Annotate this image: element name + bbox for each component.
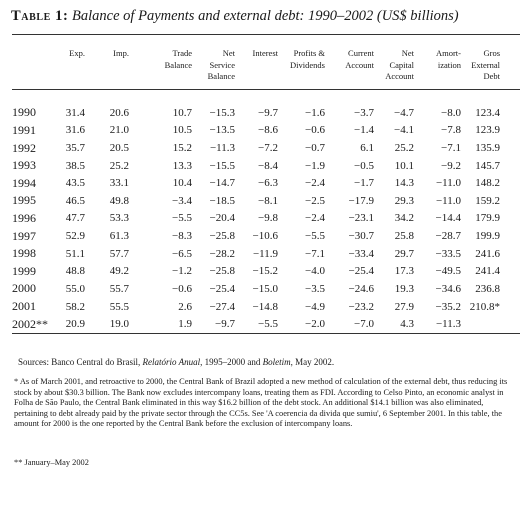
table-row [12,262,500,280]
table-cell: −0.5 [354,159,374,172]
table-cell: 123.4 [475,106,500,119]
table-cell: 25.2 [394,142,414,155]
footnote-period: ** January–May 2002 [14,458,89,467]
table-cell: −10.6 [252,230,278,243]
table-cell: −7.1 [441,142,461,155]
table-cell: 58.2 [65,300,85,313]
table-cell: 33.1 [109,177,129,190]
table-cell: 145.7 [475,159,500,172]
table-cell: −4.9 [305,300,325,313]
table-cell: −3.4 [172,194,192,207]
table-cell: −14.4 [435,212,461,225]
table-cell: −33.4 [348,247,374,260]
table-cell: −4.0 [305,265,325,278]
table-cell: −9.8 [258,212,278,225]
table-cell: 25.8 [394,230,414,243]
table-cell: 55.0 [65,282,85,295]
row-year: 2002** [12,316,48,331]
table-cell: −1.4 [354,124,374,137]
table-cell: −27.4 [209,300,235,313]
footnote-debt-method: * As of March 2001, and retroactive to 2000, the Central Bank of Brazil adopted a new method of calculation of the external debt, thus reducing its stock by about $30.3 billion. The Bank now excludes intercompany loans, treating them as FDI. According to Celso Pinto, an economic analyst in Folha de São Paulo, the Central Bank eliminated in this way $16.2 billion of the debt stock. An additional $14.1 billion was also eliminated, pertaining to debt already paid by the private sector through the CC5s. See 'A coerencia da divida que sumiu', 6 September 2001. In this table, the amount for 2000 is the one reported by the Central Bank before the exclusion of intercompany loans. [14,377,508,429]
table-cell: −23.1 [348,212,374,225]
table-cell: −35.2 [435,300,461,313]
table-cell: −1.6 [305,106,325,119]
table-cell: 55.7 [109,282,129,295]
table-cell: −25.8 [209,265,235,278]
table-cell: −1.9 [305,159,325,172]
row-year: 1994 [12,175,36,190]
table-cell: −20.4 [209,212,235,225]
table-cell: 25.2 [109,159,129,172]
table-row [12,104,500,122]
column-header-exp: Exp. [69,48,85,58]
table-row [12,227,500,245]
row-year: 2000 [12,281,36,296]
table-cell: −18.5 [209,194,235,207]
bottom-rule [12,333,520,334]
sources-publication-1: Relatório Anual [142,357,201,367]
table-cell: −6.5 [172,247,192,260]
table-cell: 20.6 [109,106,129,119]
table-cell: −8.1 [258,194,278,207]
table-cell: 51.1 [65,247,85,260]
table-cell: 17.3 [394,265,414,278]
table-cell: −5.5 [172,212,192,225]
table-cell: −13.5 [209,124,235,137]
column-header-trade-balance: Trade Balance [164,48,192,70]
table-cell: −0.6 [305,124,325,137]
row-year: 1993 [12,158,36,173]
table-cell: 159.2 [475,194,500,207]
table-cell: −9.7 [258,106,278,119]
table-cell: 10.4 [172,177,192,190]
table-cell: 10.1 [394,159,414,172]
table-cell: −11.3 [435,318,461,331]
table-cell: 123.9 [475,124,500,137]
table-cell: −15.2 [252,265,278,278]
table-cell: 13.3 [172,159,192,172]
column-header-current-account: Current Account [345,48,374,70]
table-cell: −17.9 [348,194,374,207]
table-title [11,8,459,25]
table-number: Table 1: [11,8,69,24]
table-cell: 27.9 [394,300,414,313]
table-cell: −25.4 [348,265,374,278]
table-cell: 4.3 [400,318,414,331]
column-header-net-service-balance: Net Service Balance [207,48,235,81]
table-cell: −2.4 [305,212,325,225]
column-header-profits-dividends: Profits & Dividends [290,48,325,70]
table-row [12,192,500,210]
sources-prefix: Sources: Banco Central do Brasil, [18,357,143,367]
table-cell: 15.2 [172,142,192,155]
table-cell: −1.2 [172,265,192,278]
row-year: 1996 [12,210,36,225]
table-row [12,315,500,333]
table-cell: −0.7 [305,142,325,155]
table-cell: −11.3 [209,142,235,155]
table-cell: 19.3 [394,282,414,295]
table-cell: 199.9 [475,230,500,243]
table-cell: −3.5 [305,282,325,295]
table-cell: −5.5 [258,318,278,331]
table-cell: 48.8 [65,265,85,278]
table-cell: −25.8 [209,230,235,243]
table-cell: −8.4 [258,159,278,172]
row-year: 2001 [12,299,36,313]
table-cell: 43.5 [65,177,85,190]
row-year: 1992 [12,140,36,155]
table-cell: 210.8* [469,300,500,313]
table-cell: 57.7 [109,247,129,260]
column-header-imp: Imp. [113,48,129,58]
table-cell: −14.7 [209,177,235,190]
table-row [12,298,500,316]
column-header-net-capital-account: Net Capital Account [385,48,414,81]
table-cell: −4.7 [394,106,414,119]
table-cell: 10.7 [172,106,192,119]
column-header-interest: Interest [252,48,278,58]
table-cell: 34.2 [394,212,414,225]
table-row [12,122,500,140]
table-cell: −0.6 [172,282,192,295]
table-row [12,280,500,298]
table-cell: 241.6 [475,247,500,260]
table-cell: −7.1 [305,247,325,260]
sources-mid: , 1995–2000 and [200,357,263,367]
table-cell: 38.5 [65,159,85,172]
table-cell: −49.5 [435,265,461,278]
table-row [12,139,500,157]
table-cell: −33.5 [435,247,461,260]
row-year: 1990 [12,105,36,120]
table-cell: −30.7 [348,230,374,243]
column-header-amortization: Amort- ization [435,48,461,70]
sources-publication-2: Boletim [262,357,291,367]
row-year: 1995 [12,193,36,208]
table-cell [461,315,500,333]
table-cell: 14.3 [394,177,414,190]
table-cell: −15.3 [209,106,235,119]
table-cell: 35.7 [65,142,85,155]
table-cell: −5.5 [305,230,325,243]
table-cell: −4.1 [394,124,414,137]
top-rule [12,34,520,35]
table-cell: 135.9 [475,142,500,155]
table-cell: −2.4 [305,177,325,190]
table-cell: 53.3 [109,212,129,225]
table-cell: 236.8 [475,282,500,295]
table-cell: −8.0 [441,106,461,119]
table-cell: −34.6 [435,282,461,295]
table-cell: 20.9 [65,318,85,331]
table-cell: −8.6 [258,124,278,137]
table-row [12,245,500,263]
table-cell: −11.0 [435,177,461,190]
row-year: 1997 [12,228,36,243]
table-body [12,104,500,333]
table-caption: Balance of Payments and external debt: 1990–2002 (US$ billions) [72,8,459,24]
table-cell: 19.0 [109,318,129,331]
row-year: 1999 [12,263,36,278]
table-cell: −11.9 [252,247,278,260]
table-row [12,157,500,175]
table-cell: −23.2 [348,300,374,313]
table-cell: 29.7 [394,247,414,260]
table-cell: −9.2 [441,159,461,172]
table-cell: −1.7 [354,177,374,190]
table-cell: −11.0 [435,194,461,207]
table-cell: 6.1 [360,142,374,155]
table-cell: 55.5 [109,300,129,313]
table-cell: 241.4 [475,265,500,278]
table-cell: 49.8 [109,194,129,207]
table-cell: 148.2 [475,177,500,190]
header-rule [12,89,520,90]
table-cell: 20.5 [109,142,129,155]
table-row [12,174,500,192]
row-year: 1998 [12,246,36,261]
table-cell: 29.3 [394,194,414,207]
table-cell: −2.5 [305,194,325,207]
balance-of-payments-table [12,104,500,333]
table-cell: −15.5 [209,159,235,172]
table-cell: 21.0 [109,124,129,137]
table-cell: 52.9 [65,230,85,243]
table-cell: −8.3 [172,230,192,243]
table-cell: −28.7 [435,230,461,243]
table-cell: 10.5 [172,124,192,137]
table-cell: −7.2 [258,142,278,155]
table-cell: −7.8 [441,124,461,137]
table-cell: −9.7 [215,318,235,331]
table-cell: 179.9 [475,212,500,225]
row-year: 1991 [12,122,36,137]
table-cell: 49.2 [109,265,129,278]
table-cell: 31.6 [65,124,85,137]
table-cell: −7.0 [354,318,374,331]
table-cell: −6.3 [258,177,278,190]
table-cell: 47.7 [65,212,85,225]
table-cell: 1.9 [178,318,192,331]
column-header-gross-external-debt: Gros External Debt [471,48,500,81]
sources-suffix: , May 2002. [290,357,335,367]
table-cell: −14.8 [252,300,278,313]
table-cell: −25.4 [209,282,235,295]
sources-line [18,357,334,367]
table-cell: 31.4 [65,106,85,119]
table-cell: −15.0 [252,282,278,295]
table-cell: −3.7 [354,106,374,119]
table-cell: 61.3 [109,230,129,243]
table-cell: 2.6 [178,300,192,313]
table-cell: −28.2 [209,247,235,260]
table-cell: −2.0 [305,318,325,331]
table-row [12,210,500,228]
table-cell: −24.6 [348,282,374,295]
table-cell: 46.5 [65,194,85,207]
